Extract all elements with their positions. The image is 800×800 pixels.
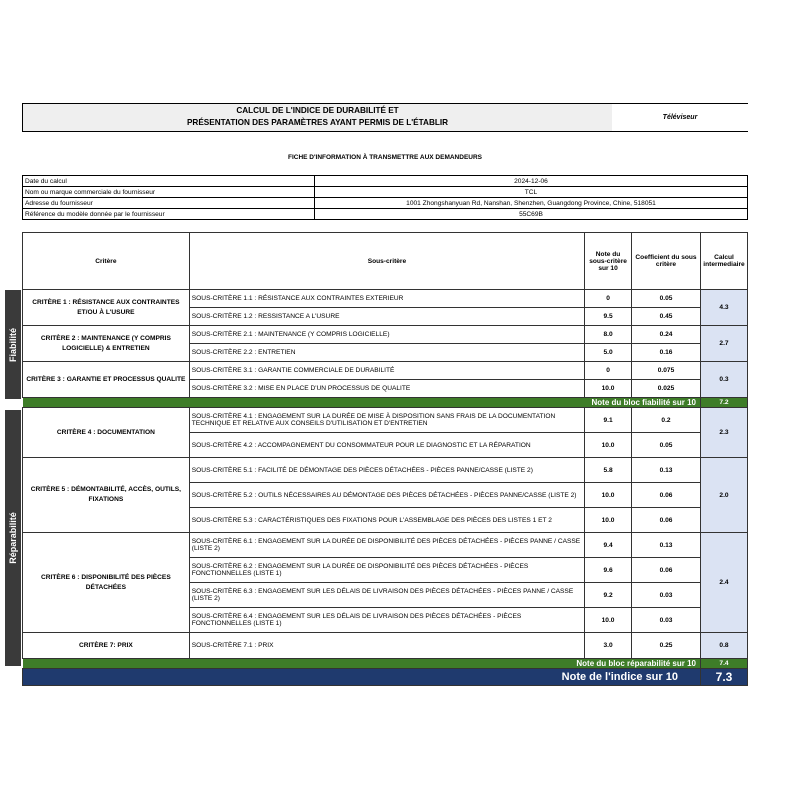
calc-cell: 2.4 bbox=[700, 533, 747, 633]
note-cell: 9.6 bbox=[585, 558, 632, 583]
coef-cell: 0.13 bbox=[632, 533, 701, 558]
note-cell: 9.4 bbox=[585, 533, 632, 558]
criterion-cell: CRITÈRE 1 : RÉSISTANCE AUX CONTRAINTES ET/OU À L'USURE bbox=[23, 290, 190, 326]
subcriterion-cell: SOUS-CRITÈRE 6.2 : ENGAGEMENT SUR LA DURÉE DE DISPONIBILITÉ DES PIÈCES DÉTACHÉES - PIÈCES FONCTIONNELLES (LISTE 1) bbox=[189, 558, 584, 583]
indice-total-label: Note de l'indice sur 10 bbox=[23, 669, 701, 686]
subcriterion-cell: SOUS-CRITÈRE 6.4 : ENGAGEMENT SUR LES DÉLAIS DE LIVRAISON DES PIÈCES DÉTACHÉES - PIÈCES FONCTIONNELLES (LISTE 1) bbox=[189, 608, 584, 633]
coef-cell: 0.025 bbox=[632, 380, 701, 398]
note-cell: 10.0 bbox=[585, 433, 632, 458]
note-cell: 10.0 bbox=[585, 380, 632, 398]
subcriterion-cell: SOUS-CRITÈRE 4.1 : ENGAGEMENT SUR LA DURÉE DE MISE À DISPOSITION SANS FRAIS DE LA DOCUMENTATION TECHNIQUE ET RELATIVE AUX CONSEILS D'UTILISATION ET D'ENTRETIEN bbox=[189, 408, 584, 433]
subcriterion-cell: SOUS-CRITÈRE 5.2 : OUTILS NÉCESSAIRES AU DÉMONTAGE DES PIÈCES DÉTACHÉES - PIÈCES PANNE/CASSE (LISTE 2) bbox=[189, 483, 584, 508]
coef-cell: 0.2 bbox=[632, 408, 701, 433]
coef-cell: 0.03 bbox=[632, 608, 701, 633]
header-calcul: Calcul intermediaire bbox=[700, 233, 747, 290]
coef-cell: 0.03 bbox=[632, 583, 701, 608]
criterion-cell: CRITÈRE 7: PRIX bbox=[23, 633, 190, 659]
note-cell: 10.0 bbox=[585, 483, 632, 508]
header-coef: Coefficient du sous critère bbox=[632, 233, 701, 290]
criteria-table bbox=[22, 232, 748, 686]
note-cell: 8.0 bbox=[585, 326, 632, 344]
info-label: Référence du modèle donnée par le fournisseur bbox=[23, 209, 315, 220]
info-value: 55C69B bbox=[315, 209, 748, 220]
header-note: Note du sous-critère sur 10 bbox=[585, 233, 632, 290]
subcriterion-cell: SOUS-CRITÈRE 5.3 : CARACTÉRISTIQUES DES FIXATIONS POUR L'ASSEMBLAGE DES PIÈCES DES LISTES 1 ET 2 bbox=[189, 508, 584, 533]
criterion-cell: CRITÈRE 6 : DISPONIBILITÉ DES PIÈCES DÉTACHÉES bbox=[23, 533, 190, 633]
header-sous-critere: Sous-critère bbox=[189, 233, 584, 290]
note-cell: 9.2 bbox=[585, 583, 632, 608]
info-label: Date du calcul bbox=[23, 176, 315, 187]
subcriterion-cell: SOUS-CRITÈRE 1.1 : RÉSISTANCE AUX CONTRAINTES EXTERIEUR bbox=[189, 290, 584, 308]
calc-cell: 4.3 bbox=[700, 290, 747, 326]
note-cell: 9.5 bbox=[585, 308, 632, 326]
subcriterion-cell: SOUS-CRITÈRE 2.2 : ENTRETIEN bbox=[189, 344, 584, 362]
coef-cell: 0.45 bbox=[632, 308, 701, 326]
note-cell: 0 bbox=[585, 290, 632, 308]
info-value: 2024-12-06 bbox=[315, 176, 748, 187]
fiche-title: FICHE D'INFORMATION À TRANSMETTRE AUX DEMANDEURS bbox=[287, 154, 482, 161]
coef-cell: 0.13 bbox=[632, 458, 701, 483]
table-row bbox=[23, 458, 748, 483]
coef-cell: 0.16 bbox=[632, 344, 701, 362]
fiabilite-total-row bbox=[23, 398, 748, 408]
reparabilite-total-row bbox=[23, 659, 748, 669]
table-row bbox=[23, 326, 748, 344]
note-cell: 5.8 bbox=[585, 458, 632, 483]
fiabilite-total-label: Note du bloc fiabilité sur 10 bbox=[23, 398, 701, 408]
subcriterion-cell: SOUS-CRITÈRE 6.3 : ENGAGEMENT SUR LES DÉLAIS DE LIVRAISON DES PIÈCES DÉTACHÉES - PIÈCES PANNE / CASSE (LISTE 2) bbox=[189, 583, 584, 608]
subcriterion-cell: SOUS-CRITÈRE 3.1 : GARANTIE COMMERCIALE DE DURABILITÉ bbox=[189, 362, 584, 380]
coef-cell: 0.05 bbox=[632, 290, 701, 308]
subcriterion-cell: SOUS-CRITÈRE 6.1 : ENGAGEMENT SUR LA DURÉE DE DISPONIBILITÉ DES PIÈCES DÉTACHÉES - PIÈCES PANNE / CASSE (LISTE 2) bbox=[189, 533, 584, 558]
note-cell: 0 bbox=[585, 362, 632, 380]
note-cell: 3.0 bbox=[585, 633, 632, 659]
fiabilite-total-value: 7.2 bbox=[700, 398, 747, 408]
table-row bbox=[23, 290, 748, 308]
document-title bbox=[23, 104, 613, 132]
criterion-cell: CRITÈRE 3 : GARANTIE ET PROCESSUS QUALITE bbox=[23, 362, 190, 398]
subcriterion-cell: SOUS-CRITÈRE 7.1 : PRIX bbox=[189, 633, 584, 659]
coef-cell: 0.06 bbox=[632, 508, 701, 533]
info-value: 1001 Zhongshanyuan Rd, Nanshan, Shenzhen, Guangdong Province, Chine, 518051 bbox=[315, 198, 748, 209]
header-critere: Critère bbox=[23, 233, 190, 290]
side-label-reparabilite: Réparabilité bbox=[5, 410, 21, 666]
note-cell: 10.0 bbox=[585, 608, 632, 633]
subcriterion-cell: SOUS-CRITÈRE 1.2 : RESSISTANCE A L'USURE bbox=[189, 308, 584, 326]
note-cell: 10.0 bbox=[585, 508, 632, 533]
info-row bbox=[23, 198, 748, 209]
table-row bbox=[23, 533, 748, 558]
calc-cell: 2.3 bbox=[700, 408, 747, 458]
info-label: Nom ou marque commerciale du fournisseur bbox=[23, 187, 315, 198]
coef-cell: 0.06 bbox=[632, 558, 701, 583]
reparabilite-total-value: 7.4 bbox=[700, 659, 747, 669]
table-row bbox=[23, 633, 748, 659]
info-value: TCL bbox=[315, 187, 748, 198]
coef-cell: 0.06 bbox=[632, 483, 701, 508]
table-row bbox=[23, 408, 748, 433]
subcriterion-cell: SOUS-CRITÈRE 4.2 : ACCOMPAGNEMENT DU CONSOMMATEUR POUR LE DIAGNOSTIC ET LA RÉPARATION bbox=[189, 433, 584, 458]
coef-cell: 0.25 bbox=[632, 633, 701, 659]
table-header-row bbox=[23, 233, 748, 290]
criterion-cell: CRITÈRE 4 : DOCUMENTATION bbox=[23, 408, 190, 458]
device-type: Téléviseur bbox=[612, 104, 748, 131]
title-line-1: CALCUL DE L'INDICE DE DURABILITÉ ET bbox=[236, 106, 399, 115]
info-label: Adresse du fournisseur bbox=[23, 198, 315, 209]
note-cell: 9.1 bbox=[585, 408, 632, 433]
coef-cell: 0.24 bbox=[632, 326, 701, 344]
criterion-cell: CRITÈRE 5 : DÉMONTABILITÉ, ACCÈS, OUTILS, FIXATIONS bbox=[23, 458, 190, 533]
table-row bbox=[23, 362, 748, 380]
coef-cell: 0.075 bbox=[632, 362, 701, 380]
reparabilite-total-label: Note du bloc réparabilité sur 10 bbox=[23, 659, 701, 669]
subcriterion-cell: SOUS-CRITÈRE 5.1 : FACILITÉ DE DÉMONTAGE DES PIÈCES DÉTACHÉES - PIÈCES PANNE/CASSE (LISTE 2) bbox=[189, 458, 584, 483]
indice-total-value: 7.3 bbox=[700, 669, 747, 686]
title-line-2: PRÉSENTATION DES PARAMÈTRES AYANT PERMIS DE L'ÉTABLIR bbox=[186, 118, 449, 127]
subcriterion-cell: SOUS-CRITÈRE 2.1 : MAINTENANCE (Y COMPRIS LOGICIELLE) bbox=[189, 326, 584, 344]
indice-total-row bbox=[23, 669, 748, 686]
info-row bbox=[23, 176, 748, 187]
info-row bbox=[23, 187, 748, 198]
criterion-cell: CRITÈRE 2 : MAINTENANCE (Y COMPRIS LOGICIELLE) & ENTRETIEN bbox=[23, 326, 190, 362]
info-row bbox=[23, 209, 748, 220]
side-label-fiabilite: Fiabilité bbox=[5, 290, 21, 399]
calc-cell: 0.3 bbox=[700, 362, 747, 398]
calc-cell: 2.0 bbox=[700, 458, 747, 533]
subcriterion-cell: SOUS-CRITÈRE 3.2 : MISE EN PLACE D'UN PROCESSUS DE QUALITE bbox=[189, 380, 584, 398]
calc-cell: 0.8 bbox=[700, 633, 747, 659]
coef-cell: 0.05 bbox=[632, 433, 701, 458]
calc-cell: 2.7 bbox=[700, 326, 747, 362]
note-cell: 5.0 bbox=[585, 344, 632, 362]
document-header bbox=[22, 103, 748, 132]
supplier-info-table bbox=[22, 175, 748, 220]
